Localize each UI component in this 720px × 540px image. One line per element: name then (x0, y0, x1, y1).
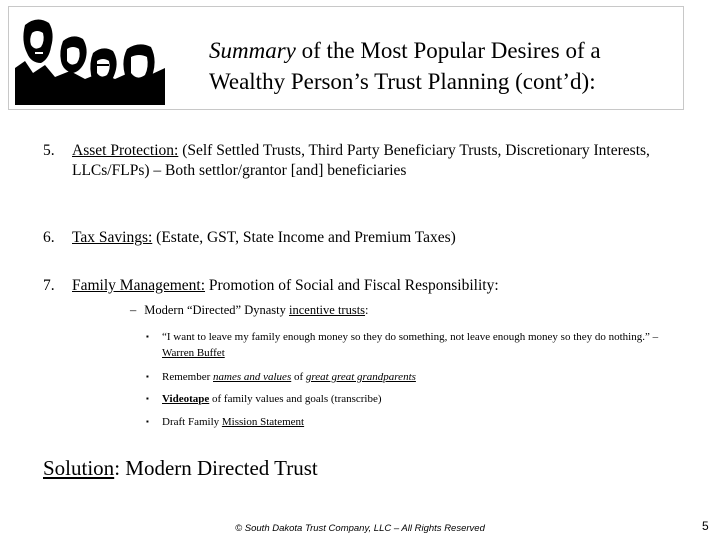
bullet-marker: ▪ (146, 332, 149, 341)
list-item-5 (43, 141, 653, 181)
bullet-text-mid: of (291, 371, 306, 383)
footer-copyright: © South Dakota Trust Company, LLC – All Rights Reserved (235, 523, 485, 534)
item-number: 5. (43, 142, 55, 159)
sub-text: Modern “Directed” Dynasty (144, 303, 289, 317)
item-text: (Self Settled Trusts, Third Party Beneficiary Trusts, Discretionary Interests, LLCs/FLPs) – Both settlor/grantor [and] beneficiaries (72, 142, 650, 179)
sub-item-directed-trusts (130, 302, 369, 318)
bullet-underlined: Warren Buffet (162, 347, 225, 359)
bullet-text: Remember (162, 371, 214, 383)
item-label: Asset Protection: (72, 142, 179, 159)
bullet-underlined: Mission Statement (221, 416, 305, 428)
list-item-6 (43, 228, 653, 248)
bullet-item-quote (146, 329, 676, 361)
header-box (8, 6, 684, 110)
bullet-marker: ▪ (146, 372, 149, 381)
slide-title (209, 35, 679, 97)
solution-text: : Modern Directed Trust (114, 456, 318, 480)
bullet-underlined: names and values (213, 371, 292, 383)
dash-marker: – (130, 303, 137, 317)
bullet-underlined: Videotape (162, 393, 210, 405)
title-line1-rest: of the Most Popular Desires of a (295, 38, 601, 63)
item-number: 6. (43, 229, 55, 246)
bullet-item-mission (146, 414, 676, 430)
item-number: 7. (43, 277, 55, 294)
solution-line (43, 456, 318, 481)
bullet-item-videotape (146, 391, 676, 407)
item-label: Tax Savings: (72, 229, 153, 246)
item-text: Promotion of Social and Fiscal Responsibility: (205, 277, 499, 294)
sub-underlined: incentive trusts (289, 303, 366, 317)
solution-label: Solution (43, 456, 115, 480)
bullet-underlined-2: great great grandparents (305, 371, 416, 383)
bullet-marker: ▪ (146, 417, 149, 426)
bullet-marker: ▪ (146, 394, 149, 403)
mount-rushmore-image (15, 13, 165, 105)
page-number: 5 (702, 519, 709, 533)
bullet-item-names-values (146, 369, 676, 385)
bullet-text: of family values and goals (transcribe) (209, 393, 382, 405)
bullet-text: Draft Family (162, 416, 222, 428)
bullet-text: “I want to leave my family enough money so they do something, not leave enough money so they do nothing.” – (162, 331, 659, 343)
item-text: (Estate, GST, State Income and Premium Taxes) (152, 229, 456, 246)
sub-after: : (365, 303, 369, 317)
title-emphasis: Summary (209, 38, 296, 63)
list-item-7 (43, 276, 653, 296)
item-label: Family Management: (72, 277, 206, 294)
title-line2: Wealthy Person’s Trust Planning (cont’d): (209, 69, 596, 94)
